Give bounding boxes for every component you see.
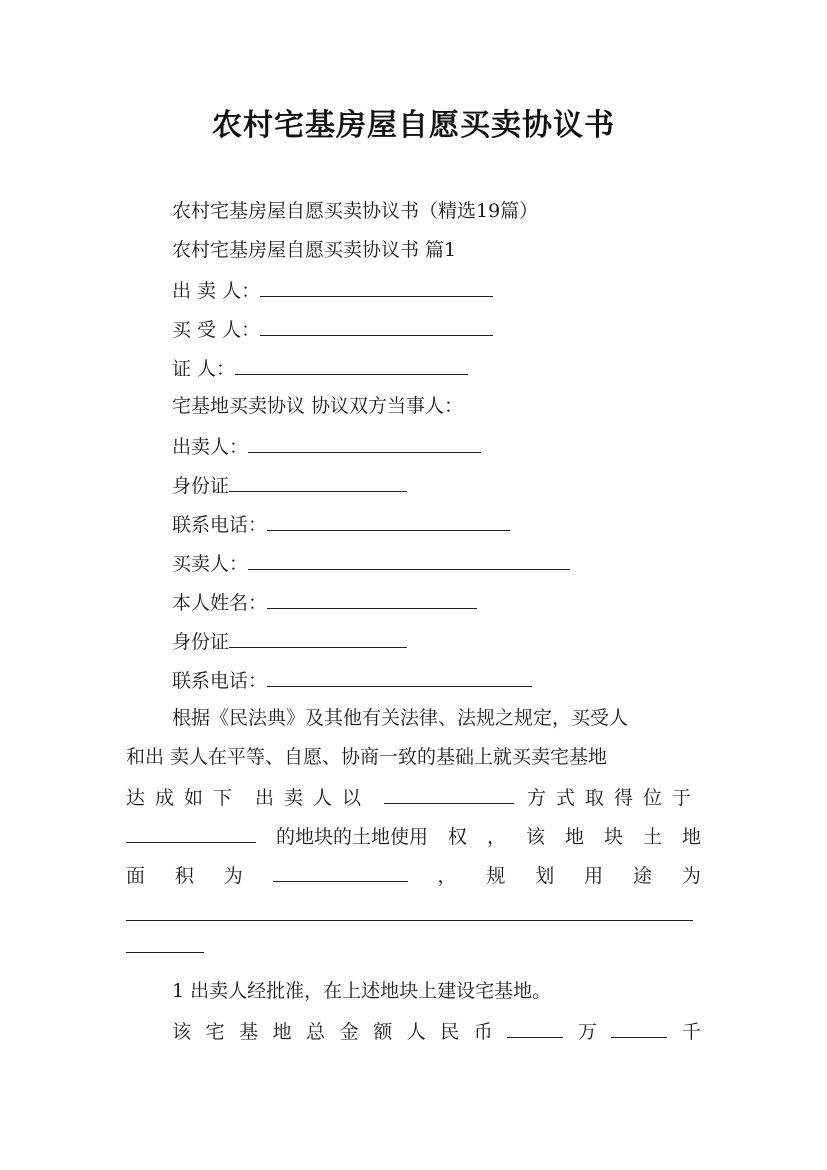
buyer-phone-field <box>172 666 532 694</box>
para-text: 规 <box>486 865 506 887</box>
para-text: 额 <box>373 1021 393 1043</box>
para-text: 地 <box>681 826 701 848</box>
buyer-id-blank <box>229 627 407 648</box>
seller-phone-label: 联系电话： <box>172 514 268 536</box>
para-text: 途 <box>632 865 652 887</box>
paragraph-line-2: 和出 卖人在平等、自愿、协商一致的基础上就买卖宅基地 <box>126 746 608 768</box>
item-1: 1 出卖人经批准，在上述地块上建设宅基地。 <box>172 980 552 1002</box>
seller-name-field <box>172 432 481 460</box>
buyer-name-label: 买卖人： <box>172 553 249 575</box>
buyer-name-blank <box>248 549 570 570</box>
para-text: 达成如下 <box>126 787 243 809</box>
purpose-blank-continued <box>126 932 204 953</box>
person-name-blank <box>267 588 477 609</box>
location-blank <box>126 822 256 843</box>
para-text: 用 <box>584 865 604 887</box>
para-text: 方式取得位于 <box>526 787 701 809</box>
para-text: 千 <box>681 1021 701 1043</box>
para-text: 地 <box>272 1021 292 1043</box>
buyer-phone-label: 联系电话： <box>172 670 268 692</box>
para-text: 地 <box>564 826 584 848</box>
para-text: 宅 <box>205 1021 225 1043</box>
buyer-blank <box>260 315 493 336</box>
seller-id-blank <box>229 471 407 492</box>
person-name-field <box>172 588 477 616</box>
parties-heading: 宅基地买卖协议 协议双方当事人： <box>172 395 464 417</box>
area-blank <box>273 861 408 882</box>
witness-label: 证 人： <box>172 358 236 380</box>
para-text: 金 <box>339 1021 359 1043</box>
seller-name-blank <box>248 432 481 453</box>
para-text: 基 <box>239 1021 259 1043</box>
para-text: 该 <box>172 1021 192 1043</box>
para-text: 为 <box>223 865 243 887</box>
seller-field <box>172 276 493 304</box>
para-text: 土 <box>642 826 662 848</box>
para-text: 该 <box>525 826 545 848</box>
paragraph-line-4 <box>126 822 701 850</box>
seller-id-field <box>172 471 407 499</box>
seller-id-label: 身份证 <box>172 475 230 497</box>
para-text: 总 <box>306 1021 326 1043</box>
para-text: 面 <box>126 865 146 887</box>
buyer-field <box>172 315 493 343</box>
paragraph-line-5 <box>126 861 701 889</box>
buyer-name-field <box>172 549 570 577</box>
thousand-blank <box>611 1017 667 1038</box>
para-text: 币 <box>473 1021 493 1043</box>
seller-label: 出 卖 人： <box>172 280 261 302</box>
buyer-id-label: 身份证 <box>172 631 230 653</box>
para-text: ， <box>486 826 506 848</box>
ten-thousand-blank <box>507 1017 563 1038</box>
para-text: 权 <box>447 826 467 848</box>
document-title: 农村宅基房屋自愿买卖协议书 <box>212 108 615 143</box>
para-text: 为 <box>681 865 701 887</box>
chapter-heading: 农村宅基房屋自愿买卖协议书 篇1 <box>172 239 457 261</box>
seller-phone-field <box>172 510 510 538</box>
witness-blank <box>235 354 468 375</box>
para-text: ， <box>437 865 457 887</box>
person-name-label: 本人姓名： <box>172 592 268 614</box>
purpose-blank <box>126 900 693 921</box>
paragraph-line-3 <box>126 783 701 811</box>
para-text: 划 <box>535 865 555 887</box>
seller-phone-blank <box>267 510 510 531</box>
para-text: 积 <box>174 865 194 887</box>
buyer-phone-blank <box>267 666 532 687</box>
para-text: 块 <box>603 826 623 848</box>
para-text: 人 <box>406 1021 426 1043</box>
witness-field <box>172 354 468 382</box>
seller-blank <box>260 276 493 297</box>
para-text: 万 <box>577 1021 597 1043</box>
buyer-label: 买 受 人： <box>172 319 261 341</box>
purpose-blank-line-2 <box>126 932 701 960</box>
seller-name-label: 出卖人： <box>172 436 249 458</box>
para-text: 的地块的土地使用 <box>275 826 428 848</box>
paragraph-line-1: 根据《民法典》及其他有关法律、法规之规定，买受人 <box>172 707 629 729</box>
para-text: 出卖人以 <box>255 787 372 809</box>
subtitle-line: 农村宅基房屋自愿买卖协议书（精选19篇） <box>172 200 539 222</box>
purpose-blank-line <box>126 900 701 928</box>
total-amount-line <box>172 1017 701 1045</box>
para-text: 民 <box>440 1021 460 1043</box>
buyer-id-field <box>172 627 407 655</box>
acquire-method-blank <box>384 783 514 804</box>
